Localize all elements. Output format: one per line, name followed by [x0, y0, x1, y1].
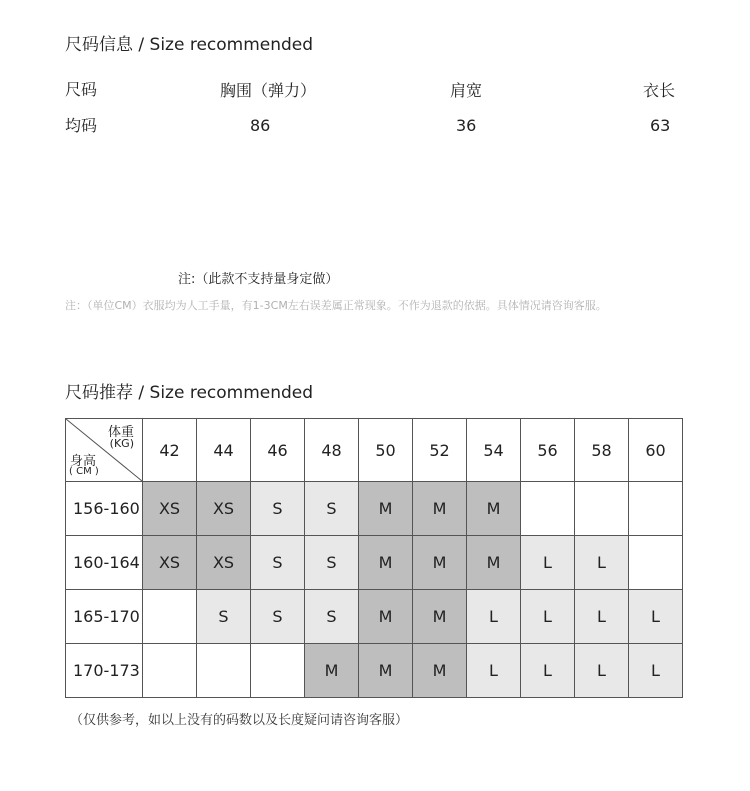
- size-cell: L: [521, 644, 575, 698]
- size-cell: M: [359, 536, 413, 590]
- size-cell: XS: [143, 536, 197, 590]
- shoulder-value: 36: [456, 116, 477, 135]
- size-cell: M: [413, 590, 467, 644]
- size-cell: L: [521, 536, 575, 590]
- weight-label: 体重: [107, 425, 134, 440]
- size-cell: L: [629, 644, 683, 698]
- table-row: [66, 590, 683, 644]
- weight-header: 60: [629, 419, 683, 482]
- size-cell: M: [413, 644, 467, 698]
- size-cell: [251, 644, 305, 698]
- size-cell: M: [413, 536, 467, 590]
- size-cell: [143, 644, 197, 698]
- measurement-note: 注：（单位CM）衣服均为人工手量，有1-3CM左右误差属正常现象。不作为退款的依据。具体情况请咨询客服。: [65, 299, 607, 312]
- size-cell: L: [521, 590, 575, 644]
- height-range: 156-160: [66, 482, 143, 536]
- size-value: 均码: [65, 116, 98, 135]
- weight-header: 48: [305, 419, 359, 482]
- weight-header: 58: [575, 419, 629, 482]
- size-cell: [575, 482, 629, 536]
- size-info-title: 尺码信息 / Size recommended: [65, 35, 314, 55]
- size-cell: S: [251, 590, 305, 644]
- weight-header: 54: [467, 419, 521, 482]
- height-range: 160-164: [66, 536, 143, 590]
- size-cell: [629, 536, 683, 590]
- corner-cell: [66, 419, 143, 482]
- size-cell: S: [251, 536, 305, 590]
- size-cell: M: [467, 536, 521, 590]
- size-cell: L: [467, 644, 521, 698]
- size-cell: XS: [197, 536, 251, 590]
- bust-value: 86: [250, 116, 271, 135]
- size-cell: XS: [197, 482, 251, 536]
- header-bust: 胸围（弹力）: [220, 81, 317, 100]
- height-range: 170-173: [66, 644, 143, 698]
- table-header-row: [66, 419, 683, 482]
- weight-header: 42: [143, 419, 197, 482]
- custom-note: 注:（此款不支持量身定做）: [178, 272, 339, 287]
- header-size: 尺码: [65, 80, 98, 99]
- size-cell: S: [197, 590, 251, 644]
- size-cell: L: [629, 590, 683, 644]
- table-row: [66, 536, 683, 590]
- size-cell: [629, 482, 683, 536]
- size-cell: XS: [143, 482, 197, 536]
- size-cell: M: [413, 482, 467, 536]
- size-cell: L: [575, 536, 629, 590]
- footnote: （仅供参考，如以上没有的码数以及长度疑问请咨询客服）: [70, 713, 409, 728]
- weight-header: 52: [413, 419, 467, 482]
- size-cell: M: [359, 482, 413, 536]
- size-cell: M: [359, 590, 413, 644]
- size-cell: M: [359, 644, 413, 698]
- size-cell: L: [575, 644, 629, 698]
- table-row: [66, 482, 683, 536]
- size-cell: [143, 590, 197, 644]
- size-cell: [197, 644, 251, 698]
- size-cell: S: [305, 590, 359, 644]
- header-shoulder: 肩宽: [450, 81, 483, 100]
- size-cell: S: [305, 482, 359, 536]
- height-label: 身高: [70, 454, 97, 469]
- weight-unit: (KG): [109, 437, 134, 450]
- size-cell: S: [305, 536, 359, 590]
- size-cell: M: [305, 644, 359, 698]
- weight-header: 50: [359, 419, 413, 482]
- height-range: 165-170: [66, 590, 143, 644]
- size-cell: L: [467, 590, 521, 644]
- size-cell: M: [467, 482, 521, 536]
- size-cell: S: [251, 482, 305, 536]
- weight-header: 44: [197, 419, 251, 482]
- size-cell: [521, 482, 575, 536]
- weight-header: 56: [521, 419, 575, 482]
- size-recommend-table: [65, 418, 683, 698]
- header-length: 衣长: [643, 81, 676, 100]
- length-value: 63: [650, 116, 671, 135]
- table-row: [66, 644, 683, 698]
- size-cell: L: [575, 590, 629, 644]
- recommend-title: 尺码推荐 / Size recommended: [65, 383, 314, 403]
- weight-header: 46: [251, 419, 305, 482]
- height-unit: ( CM ): [69, 466, 99, 477]
